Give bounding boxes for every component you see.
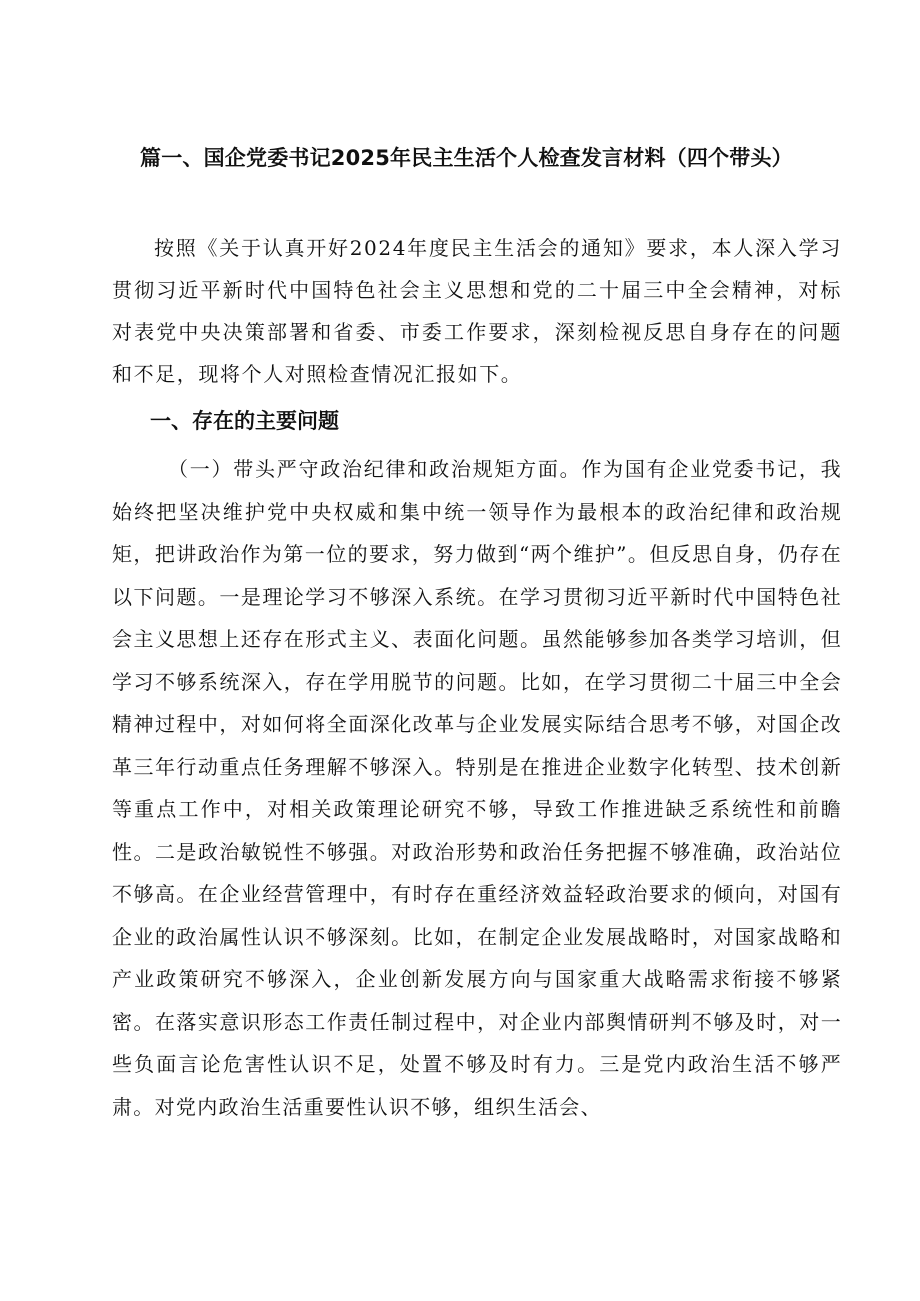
document-title: 篇一、国企党委书记2025年民主生活个人检查发言材料（四个带头） bbox=[140, 146, 793, 170]
section-heading: 一、存在的主要问题 bbox=[150, 409, 339, 433]
body-paragraph: （一）带头严守政治纪律和政治规矩方面。作为国有企业党委书记，我始终把坚决维护党中央权威和集中统一领导作为最根本的政治纪律和政治规矩，把讲政治作为第一位的要求，努力做到“两个维护”。但反思自身，仍存在以下问题。一是理论学习不够深入系统。在学习贯彻习近平新时代中国特色社会主义思想上还存在形式主义、表面化问题。虽然能够参加各类学习培训，但学习不够系统深入，存在学用脱节的问题。比如，在学习贯彻二十届三中全会精神过程中，对如何将全面深化改革与企业发展实际结合思考不够，对国企改革三年行动重点任务理解不够深入。特别是在推进企业数字化转型、技术创新等重点工作中，对相关政策理论研究不够，导致工作推进缺乏系统性和前瞻性。二是政治敏锐性不够强。对政治形势和政治任务把握不够准确，政治站位不够高。在企业经营管理中，有时存在重经济效益轻政治要求的倾向，对国有企业的政治属性认识不够深刻。比如，在制定企业发展战略时，对国家战略和产业政策研究不够深入，企业创新发展方向与国家重大战略需求衔接不够紧密。在落实意识形态工作责任制过程中，对企业内部舆情研判不够及时，对一些负面言论危害性认识不足，处置不够及时有力。三是党内政治生活不够严肃。对党内政治生活重要性认识不够，组织生活会、 bbox=[112, 457, 842, 1119]
intro-paragraph: 按照《关于认真开好2024年度民主生活会的通知》要求，本人深入学习贯彻习近平新时代中国特色社会主义思想和党的二十届三中全会精神，对标对表党中央决策部署和省委、市委工作要求，深刻检视反思自身存在的问题和不足，现将个人对照检查情况汇报如下。 bbox=[112, 236, 842, 386]
